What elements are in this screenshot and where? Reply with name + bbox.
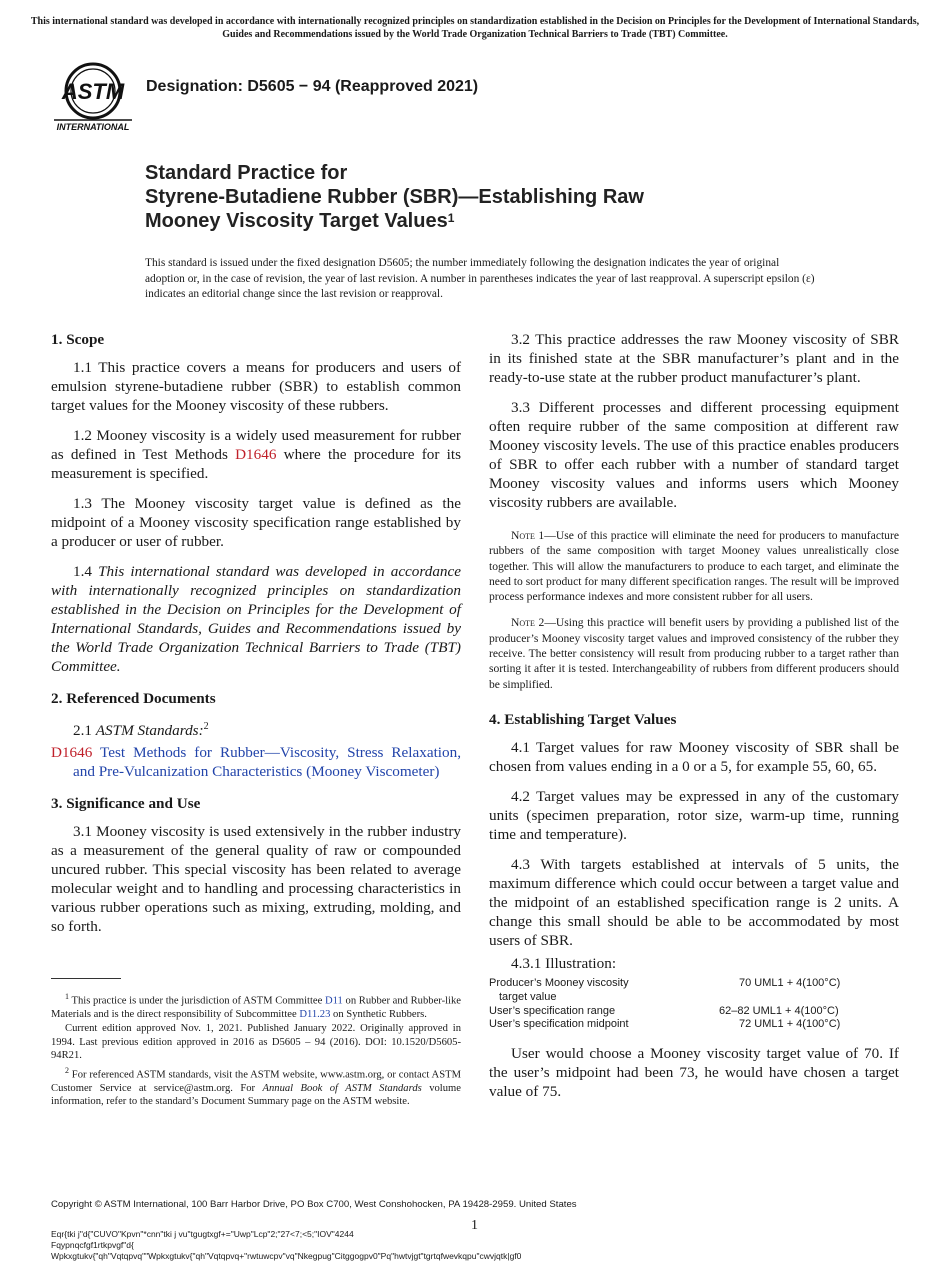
reference-d1646[interactable]	[51, 743, 461, 781]
designation: Designation: D5605 − 94 (Reapproved 2021)	[146, 78, 479, 95]
astm-logo	[52, 58, 134, 134]
section-referenced-heading: 2. Referenced Documents	[51, 690, 216, 707]
para-4-3: 4.3 With targets established at intervals of 5 units, the maximum difference which could occur between a target value and the midpoint of an established specification range is 2 units. A change this small should be able to be accommodated by most users of SBR.	[489, 855, 899, 949]
footnote-divider	[51, 978, 121, 979]
intro-paragraph: This standard is issued under the fixed designation D5605; the number immediately following the designation indicates the year of original adoption or, in the case of revision, the year of last revision. A number in parentheses indicates the year of last reapproval. A superscript epsilon (ε) indicates an editorial change since the last revision or reapproval.	[145, 257, 815, 300]
para-3-1: 3.1 Mooney viscosity is used extensively in the rubber industry as a measurement of the general quality of raw or compounded uncured rubber. This special viscosity has been related to average molecular weight and to handling and processing characteristics in various rubber operations such as mixing, extruding, molding, and so forth.	[51, 823, 461, 936]
d1646-link[interactable]: D1646	[235, 446, 277, 463]
left-column	[51, 330, 461, 947]
table-row: User’s specification midpoint 72 UML1 + 4(100°C)	[489, 1018, 841, 1031]
note-1: Note 1—Use of this practice will eliminate the need for producers to manufacture rubbers of the same composition with target Mooney values unrealistically close together. This will allow the manufacturers to produce to each target, and eliminate the need to sort product for many different specification ranges. The result will be improved process performance indexes and more consistent rubber for all users.	[489, 529, 899, 604]
svg-text:ASTM: ASTM	[61, 79, 125, 104]
section-scope-heading: 1. Scope	[51, 331, 105, 348]
title-line-1: Standard Practice for	[145, 162, 348, 184]
table-row: Producer’s Mooney viscosity 70 UML1 + 4(100°C)	[489, 976, 841, 989]
footnote-1: $^1$ This practice is under the jurisdiction of ASTM Committee D11 on Rubber and Rubber-like Materials and is the direct responsibility of Subcommittee D11.23 on Synthetic Rubbers.	[51, 992, 462, 1020]
top-notice: This international standard was developed in accordance with internationally recognized principles on standardization established in the Decision on Principles for the Development of International Standards, Guides and Recommendations issued by the World Trade Organization Technical Barriers to Trade (TBT) Committee.	[30, 16, 920, 40]
para-4-3-1: 4.3.1 Illustration:	[511, 954, 617, 972]
reference-code[interactable]: D1646	[51, 744, 93, 762]
title-line-2: Styrene-Butadiene Rubber (SBR)—Establishing Raw	[145, 186, 644, 208]
note-2: Note 2—Using this practice will benefit users by providing a published list of the producer’s Mooney viscosity target values and improved consistency of the rubber they receive. The better consistency will result from producing rubber to a target rather than sorting it after it is tested. Interchangeability of rubbers from different producers should be simplified.	[489, 616, 899, 691]
title-line-3: Mooney Viscosity Target Values	[145, 210, 448, 232]
para-4-3-conclusion: User would choose a Mooney viscosity target value of 70. If the user’s midpoint had been 73, he would have chosen a target value of 75.	[489, 1045, 899, 1101]
right-column	[489, 330, 899, 1112]
d11-link[interactable]: D11	[325, 995, 343, 1007]
d11-23-link[interactable]: D11.23	[299, 1008, 331, 1020]
license-watermark: Eqr{tki j"d{"CUVO"Kpvn"*cnn"tki j vu"tgugtxgf+="Uwp"Lcp"2;"27<7;<5;"IOV"4244 Fqypnqcfgf1rtkpvgf"d{ Wpkxgtukv{"qh"Vqtqpvq""Wpkxgtukv{"qh"Vqtqpvq+"rwtuwcpv"vq"Nkegpug"Citggogpv0"Pq"hwtvjgt"tgrtqfwevkqpu"cwvjqtk|gf0	[51, 1229, 522, 1261]
para-3-2: 3.2 This practice addresses the raw Mooney viscosity of SBR in its finished state at the SBR manufacturer’s plant and in the ready-to-use state at the rubber product manufacturer’s plant.	[489, 331, 899, 386]
illustration-table	[489, 977, 899, 1032]
para-2-1: 2.1 ASTM Standards:$^2$	[73, 721, 209, 740]
footnotes	[51, 990, 461, 1109]
svg-text:INTERNATIONAL: INTERNATIONAL	[56, 122, 130, 132]
para-1-4: 1.4 This international standard was developed in accordance with internationally recognized principles on standardization established in the Decision on Principles for the Development of International Standards, Guides and Recommendations issued by the World Trade Organization Technical Barriers to Trade (TBT) Committee.	[51, 563, 462, 675]
page-number: 1	[471, 1218, 478, 1233]
table-row: User’s specification range 62–82 UML1 + 4(100°C)	[489, 1004, 839, 1017]
copyright: Copyright © ASTM International, 100 Barr Harbor Drive, PO Box C700, West Conshohocken, PA 19428-2959. United States	[51, 1199, 577, 1210]
footnote-1-edition: Current edition approved Nov. 1, 2021. Published January 2022. Originally approved in 1994. Last previous edition approved in 2016 as D5605 – 94 (2016). DOI: 10.1520/D5605-94R21.	[51, 1023, 461, 1062]
table-row: target value	[499, 990, 557, 1003]
footnote-2: $^2$ For referenced ASTM standards, visit the ASTM website, www.astm.org, or contact ASTM Customer Service at service@astm.org. For Annual Book of ASTM Standards volume information, refer to the standard’s Document Summary page on the ASTM website.	[51, 1065, 461, 1107]
document-title	[145, 161, 845, 233]
section-establishing-heading: 4. Establishing Target Values	[489, 710, 677, 728]
reference-title[interactable]: Test Methods for Rubber—Viscosity, Stress Relaxation, and Pre-Vulcanization Characteristics (Mooney Viscometer)	[73, 744, 461, 781]
para-1-1: 1.1 This practice covers a means for producers and users of emulsion styrene-butadiene rubber (SBR) to establish common target values for the Mooney viscosity of these rubbers.	[51, 359, 461, 414]
para-4-2: 4.2 Target values may be expressed in any of the customary units (specimen preparation, rotor size, warm-up time, running time and temperature).	[489, 787, 899, 843]
title-footnote-ref[interactable]: 1	[447, 211, 455, 225]
section-significance-heading: 3. Significance and Use	[51, 795, 201, 813]
para-3-3: 3.3 Different processes and different processing equipment often require rubber of the same composition at different raw Mooney viscosity levels. The use of this practice enables producers of SBR to offer each rubber with a number of standard target Mooney viscosity values and informs users which Mooney viscosity rubbers are available.	[489, 399, 899, 511]
para-1-3: 1.3 The Mooney viscosity target value is defined as the midpoint of a Mooney viscosity specification range established by a producer or user of rubber.	[51, 495, 461, 550]
para-1-2: 1.2 Mooney viscosity is a widely used measurement for rubber as defined in Test Methods D1646 where the procedure for its measurement is specified.	[51, 427, 461, 482]
para-4-1: 4.1 Target values for raw Mooney viscosity of SBR shall be chosen from values ending in a 0 or a 5, for example 55, 60, 65.	[489, 738, 899, 775]
